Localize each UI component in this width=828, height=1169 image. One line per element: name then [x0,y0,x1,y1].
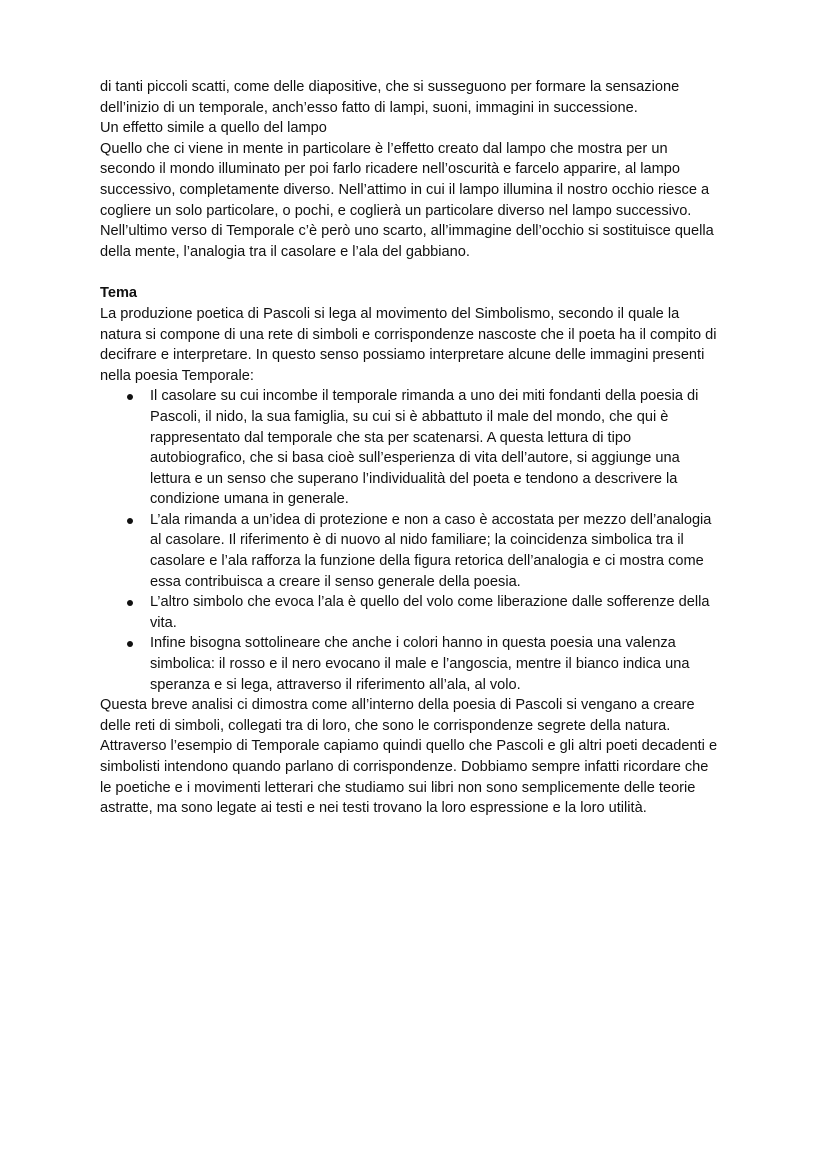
bullet-text: Infine bisogna sottolineare che anche i colori hanno in questa poesia una valenza simbolica: il rosso e il nero evocano il male e l’angoscia, mentre il bianco indica una speranza e si lega, attraverso il riferimento all’ala, al volo. [150,635,690,693]
bullet-text: L’ala rimanda a un’idea di protezione e non a caso è accostata per mezzo dell’analogia al casolare. Il riferimento è di nuovo al nido familiare; la coincidenza simbolica tra il casolare e l’ala rafforza la funzione della figura retorica dell’analogia e ci mostra come essa contribuisca a creare il senso generale della poesia. [150,511,712,590]
tema-intro-paragraph: La produzione poetica di Pascoli si lega al movimento del Simbolismo, secondo il quale la natura si compone di una rete di simboli e corrispondenze nascoste che il poeta ha il compito di decifrare e interpretare. In questo senso possiamo interpretare alcune delle immagini presenti nella poesia Temporale: [100,305,717,384]
tema-heading: Tema [100,285,138,302]
bullet-icon [127,600,133,606]
bullet-item-casolare [100,386,722,510]
conclusion-paragraph: Questa breve analisi ci dimostra come all’interno della poesia di Pascoli si vengano a creare delle reti di simboli, collegati tra di loro, che sono le corrispondenze segrete della natura. Attraverso l’esempio di Temporale capiamo quindi quello che Pascoli e gli altri poeti decadenti e simbolisti intendono quando parlano di corrispondenze. Dobbiamo sempre infatti ricordare che le poetiche e i movimenti letterari che studiamo sui libri non sono semplicemente delle teorie astratte, ma sono legate ai testi e nei testi trovano la loro espressione e la loro utilità. [100,697,718,817]
symbol-bullet-list [100,386,722,695]
section-spacer [100,262,722,283]
bullet-text: L’altro simbolo che evoca l’ala è quello del volo come liberazione dalle sofferenze della vita. [150,594,710,631]
document-page [100,77,722,819]
lampo-paragraph: Quello che ci viene in mente in particolare è l’effetto creato dal lampo che mostra per un secondo il mondo illuminato per poi farlo ricadere nell’oscurità e farcelo apparire, al lampo successivo, completamente diverso. Nell’attimo in cui il lampo illumina il nostro occhio riesce a cogliere un solo particolare, o pochi, e coglierà un particolare diverso nel lampo successivo. Nell’ultimo verso di Temporale c’è però uno scarto, all’immagine dell’occhio si sostituisce quella della mente, l’analogia tra il casolare e l’ala del gabbiano. [100,140,714,260]
intro-paragraph: di tanti piccoli scatti, come delle diapositive, che si susseguono per formare la sensazione dell’inizio di un temporale, anch’esso fatto di lampi, suoni, immagini in successione. [100,79,680,116]
bullet-icon [127,641,133,647]
bullet-text: Il casolare su cui incombe il temporale rimanda a uno dei miti fondanti della poesia di Pascoli, il nido, la sua famiglia, su cui si è abbattuto il male del mondo, che qui è rappresentato dal temporale che sta per scatenarsi. A questa lettura di tipo autobiografico, che si basa cioè sull’esperienza di vita dell’autore, si aggiunge una lettura e un senso che superano l’individualità del poeta e tendono a descrivere la condizione umana in generale. [150,388,699,508]
bullet-icon [127,518,133,524]
bullet-item-volo [100,592,722,633]
bullet-item-ala [100,510,722,592]
bullet-icon [127,394,133,400]
lampo-subheading: Un effetto simile a quello del lampo [100,120,327,137]
bullet-item-colori [100,633,722,695]
